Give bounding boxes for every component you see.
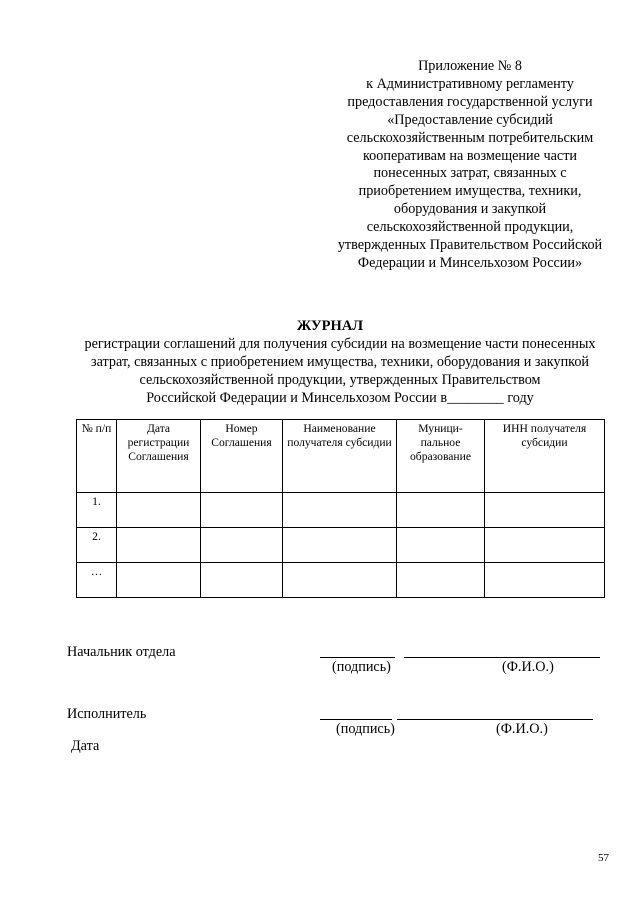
registration-table <box>76 419 605 598</box>
chief-name-line <box>404 657 600 658</box>
appendix-line: к Административному регламенту <box>366 75 574 92</box>
date-label: Дата <box>71 738 100 754</box>
header-registration-date: Дата регистрации Соглашения <box>117 420 201 493</box>
journal-title: ЖУРНАЛ <box>296 318 364 334</box>
journal-subtitle <box>40 336 640 408</box>
appendix-header <box>300 58 640 273</box>
table-cell <box>485 528 605 563</box>
table-cell <box>201 563 283 598</box>
header-number: № п/п <box>77 420 117 493</box>
header-recipient-name: Наименование получателя субсидии <box>283 420 397 493</box>
table-cell <box>201 528 283 563</box>
table-cell <box>117 563 201 598</box>
journal-subtitle-line: Российской Федерации и Минсельхозом России в________ году <box>146 389 534 406</box>
chief-signature-line <box>320 657 395 658</box>
table-cell <box>117 493 201 528</box>
chief-label: Начальник отдела <box>67 644 176 660</box>
table-cell <box>485 493 605 528</box>
page-number: 57 <box>598 852 609 864</box>
table-cell <box>283 493 397 528</box>
executor-signature-line <box>320 719 392 720</box>
table-cell: … <box>77 563 117 598</box>
table-cell <box>397 493 485 528</box>
header-inn: ИНН получателя субсидии <box>485 420 605 493</box>
appendix-line: предоставления государственной услуги <box>347 93 593 110</box>
appendix-line: утвержденных Правительством Российской <box>337 237 603 254</box>
appendix-line: понесенных затрат, связанных с <box>373 165 567 182</box>
table-cell <box>283 563 397 598</box>
table-cell <box>397 563 485 598</box>
appendix-line: оборудования и закупкой <box>393 201 547 218</box>
appendix-line: «Предоставление субсидий <box>387 111 553 128</box>
table-row <box>77 528 605 563</box>
table-header-row <box>77 420 605 493</box>
table-row <box>77 563 605 598</box>
table-cell <box>201 493 283 528</box>
appendix-line: приобретением имущества, техники, <box>358 183 582 200</box>
executor-name-caption: (Ф.И.О.) <box>496 721 548 737</box>
table-row <box>77 493 605 528</box>
appendix-line: сельскохозяйственной продукции, <box>366 219 574 236</box>
appendix-line: кооперативам на возмещение части <box>363 147 577 164</box>
table-cell <box>117 528 201 563</box>
journal-subtitle-line: сельскохозяйственной продукции, утвержденных Правительством <box>139 371 541 388</box>
table-cell <box>485 563 605 598</box>
table-cell <box>283 528 397 563</box>
executor-name-line <box>397 719 593 720</box>
table-cell: 1. <box>77 493 117 528</box>
chief-name-caption: (Ф.И.О.) <box>502 659 554 675</box>
chief-signature-caption: (подпись) <box>332 659 391 675</box>
journal-subtitle-line: затрат, связанных с приобретением имущества, техники, оборудования и закупкой <box>90 353 590 370</box>
appendix-line: сельскохозяйственным потребительским <box>346 129 594 146</box>
executor-signature-caption: (подпись) <box>336 721 395 737</box>
header-agreement-number: Номер Соглашения <box>201 420 283 493</box>
journal-subtitle-line: регистрации соглашений для получения субсидии на возмещение части понесенных <box>84 336 596 352</box>
header-municipality: Муници-пальное образование <box>397 420 485 493</box>
table-cell <box>397 528 485 563</box>
appendix-line: Приложение № 8 <box>418 58 522 74</box>
executor-label: Исполнитель <box>67 706 147 722</box>
table-cell: 2. <box>77 528 117 563</box>
appendix-line: Федерации и Минсельхозом России» <box>357 254 583 271</box>
